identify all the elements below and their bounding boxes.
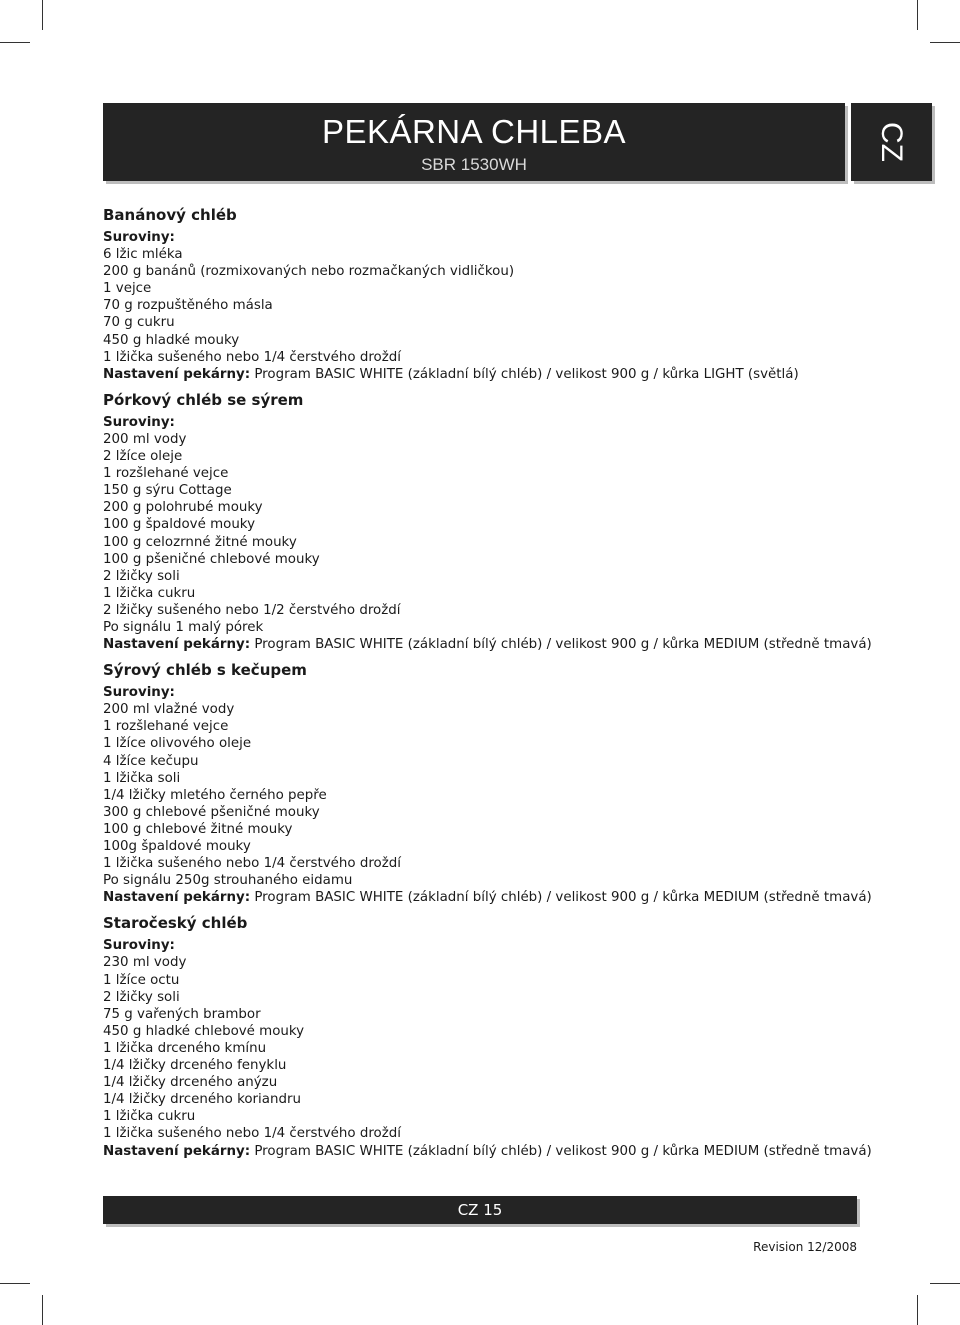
model-number: SBR 1530WH bbox=[421, 155, 527, 174]
ingredient-item: 1 rozšlehané vejce bbox=[103, 466, 229, 482]
baker-settings bbox=[103, 889, 903, 906]
settings-label: Nastavení pekárny: bbox=[103, 637, 251, 653]
recipe-title: Staročeský chléb bbox=[103, 914, 248, 933]
baker-settings bbox=[103, 1143, 903, 1160]
ingredient-item: 1/4 lžičky mletého černého pepře bbox=[103, 787, 327, 803]
crop-mark bbox=[0, 1283, 30, 1284]
ingredient-item: 1 rozšlehané vejce bbox=[103, 719, 229, 735]
settings-label: Nastavení pekárny: bbox=[103, 890, 251, 906]
ingredient-item: 1 lžička sušeného nebo 1/4 čerstvého droždí bbox=[103, 1126, 401, 1142]
ingredient-item: 150 g sýru Cottage bbox=[103, 483, 232, 499]
page-title: PEKÁRNA CHLEBA bbox=[321, 113, 627, 150]
crop-mark bbox=[930, 1283, 960, 1284]
ingredient-item: Po signálu 250g strouhaného eidamu bbox=[103, 873, 353, 889]
ingredients-label: Suroviny: bbox=[103, 230, 175, 245]
crop-mark bbox=[930, 42, 960, 43]
recipe-title: Banánový chléb bbox=[103, 206, 237, 224]
recipe-section bbox=[103, 913, 903, 1159]
settings-label: Nastavení pekárny: bbox=[103, 366, 251, 382]
ingredient-item: 100g špaldové mouky bbox=[103, 839, 251, 854]
ingredient-item: 1 lžička drceného kmínu bbox=[103, 1040, 267, 1056]
ingredient-item: 1 vejce bbox=[103, 281, 152, 297]
ingredient-item: 70 g cukru bbox=[103, 315, 175, 331]
header-bar bbox=[103, 103, 845, 181]
ingredient-item: 1 lžička sušeného nebo 1/4 čerstvého droždí bbox=[103, 856, 401, 872]
revision-note: Revision 12/2008 bbox=[753, 1240, 857, 1254]
language-code: CZ bbox=[875, 122, 908, 162]
ingredient-item: 1 lžička cukru bbox=[103, 1109, 196, 1125]
baker-settings bbox=[103, 636, 903, 653]
recipe-section bbox=[103, 205, 903, 383]
ingredient-item: 100 g celozrnné žitné mouky bbox=[103, 534, 297, 550]
ingredient-item: 230 ml vody bbox=[103, 955, 187, 971]
ingredient-item: 450 g hladké mouky bbox=[103, 332, 240, 348]
ingredients-label: Suroviny: bbox=[103, 685, 175, 701]
settings-label: Nastavení pekárny: bbox=[103, 1143, 251, 1159]
settings-text: Program BASIC WHITE (základní bílý chléb) / velikost 900 g / kůrka LIGHT (světlá) bbox=[250, 366, 799, 382]
ingredient-item: 2 lžičky soli bbox=[103, 989, 180, 1005]
ingredient-item: 100 g chlebové žitné mouky bbox=[103, 821, 293, 837]
ingredient-item: 100 g pšeničné chlebové mouky bbox=[103, 551, 320, 567]
ingredient-item: 1 lžíce octu bbox=[103, 972, 180, 988]
language-tab bbox=[851, 103, 932, 181]
ingredient-item: 2 lžíce oleje bbox=[103, 449, 183, 465]
crop-mark bbox=[42, 0, 43, 30]
ingredient-item: 1 lžička soli bbox=[103, 770, 181, 786]
ingredient-item: 70 g rozpuštěného másla bbox=[103, 298, 273, 314]
recipe-title: Sýrový chléb s kečupem bbox=[103, 661, 307, 680]
settings-text: Program BASIC WHITE (základní bílý chléb) / velikost 900 g / kůrka MEDIUM (středně tmavá) bbox=[250, 1143, 872, 1159]
crop-mark bbox=[0, 42, 30, 43]
ingredient-item: 1 lžička sušeného nebo 1/4 čerstvého droždí bbox=[103, 349, 401, 365]
ingredient-item: 1/4 lžičky drceného anýzu bbox=[103, 1075, 278, 1091]
ingredients-label: Suroviny: bbox=[103, 938, 175, 954]
settings-text: Program BASIC WHITE (základní bílý chléb) / velikost 900 g / kůrka MEDIUM (středně tmavá) bbox=[250, 890, 872, 906]
recipe-section bbox=[103, 390, 903, 653]
ingredient-item: 200 ml vody bbox=[103, 431, 187, 447]
crop-mark bbox=[917, 0, 918, 30]
recipe-content bbox=[103, 205, 903, 1160]
settings-text: Program BASIC WHITE (základní bílý chléb) / velikost 900 g / kůrka MEDIUM (středně tmavá) bbox=[250, 637, 872, 653]
crop-mark bbox=[917, 1295, 918, 1325]
footer-bar bbox=[103, 1196, 857, 1224]
ingredient-item: 1 lžíce olivového oleje bbox=[103, 736, 252, 752]
ingredient-item: Po signálu 1 malý pórek bbox=[103, 619, 264, 635]
ingredient-item: 200 g banánů (rozmixovaných nebo rozmačkaných vidličkou) bbox=[103, 264, 515, 280]
ingredient-item: 2 lžičky sušeného nebo 1/2 čerstvého droždí bbox=[103, 602, 401, 618]
ingredient-item: 200 ml vlažné vody bbox=[103, 702, 235, 718]
page-number: CZ 15 bbox=[457, 1201, 503, 1219]
ingredient-item: 1/4 lžičky drceného fenyklu bbox=[103, 1058, 287, 1074]
ingredient-item: 2 lžičky soli bbox=[103, 568, 180, 584]
ingredient-item: 1/4 lžičky drceného koriandru bbox=[103, 1092, 301, 1108]
ingredients-label: Suroviny: bbox=[103, 414, 175, 430]
ingredient-item: 4 lžíce kečupu bbox=[103, 753, 199, 769]
ingredient-item: 6 lžic mléka bbox=[103, 247, 183, 263]
ingredient-item: 75 g vařených brambor bbox=[103, 1006, 261, 1022]
ingredient-item: 1 lžička cukru bbox=[103, 585, 196, 601]
crop-mark bbox=[42, 1295, 43, 1325]
baker-settings bbox=[103, 366, 903, 383]
recipe-section bbox=[103, 660, 903, 906]
ingredient-item: 100 g špaldové mouky bbox=[103, 517, 256, 533]
ingredient-item: 300 g chlebové pšeničné mouky bbox=[103, 804, 320, 820]
ingredient-item: 450 g hladké chlebové mouky bbox=[103, 1023, 305, 1039]
recipe-title: Pórkový chléb se sýrem bbox=[103, 390, 304, 409]
ingredient-item: 200 g polohrubé mouky bbox=[103, 500, 263, 516]
